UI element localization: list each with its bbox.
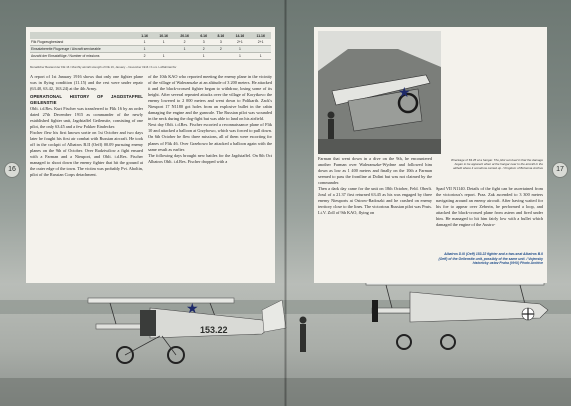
aircraft-strength-table [30, 32, 271, 60]
table-cell: 3 [195, 39, 212, 46]
caption-text: Albatros D.III (Oeff) 153.22 fighter and a two-seat Albatros B.II (Oeff) of the Geilenstie unit, possibly of the same unit. / Vojensky historicky ustav Praha (VHU) Photo Archive [438, 252, 543, 266]
table-cell: 2+1 [250, 39, 271, 46]
hangar-wreck-photo [318, 31, 441, 154]
paragraph: Oblt. i.d.Res. Kurt Fischer was transferred to Flik 16 by an order dated 27th December 1915 as commander of the newly established fighter unit, Jagdstaffel Geilenstie, consisting of one pilot, the only 63.45 and a few Fokker Eindecker. [30, 105, 143, 130]
ground-figures [300, 317, 307, 353]
paragraph: Spad VII N1140. Details of the fight can be ascertained from the victorious's report. Praz. Zak ascended to 3 300 meters navigating around an enemy aircraft. After having waited for his foe to appear over Zeberin, he performed a loop, and attacked the black-crossed plane from astern and fired under him. He managed to hit him fairly low with a bullet which damaged the engine of the Austro- [436, 186, 543, 228]
table-cell: 1 [136, 39, 153, 46]
aircraft-photo-caption [436, 252, 543, 266]
text-column-2 [148, 74, 272, 280]
table-row [30, 53, 271, 60]
table-cell: 1 [153, 53, 174, 60]
aircraft-serial-left: 153.22 [200, 325, 228, 335]
text-column-4 [436, 186, 543, 246]
table-header-cell: 14.16 [229, 32, 250, 39]
page-number-right: 17 [552, 162, 568, 178]
text-column-1 [30, 74, 143, 282]
svg-text:★: ★ [398, 84, 411, 100]
table-cell: 1 [229, 46, 250, 53]
paragraph: Farman that went down in a dive on the 9th, he encountered another Farman over Waleranszke-Wydrne and followed him down as low as 1 400 meters and finally on the 10th a Farman seemed to pass the frontline at Dolini but was not claimed by the commander. [318, 156, 432, 186]
section-heading: OPERATIONAL HISTORY OF JAGDSTAFFEL GEILENSTIE [30, 94, 143, 105]
table-cell [212, 53, 229, 60]
table-cell [174, 53, 195, 60]
photo-caption: Wreckage of 63.45 at a hangar. The pilot survived in that the damage began to be apparent when at the hangar near to the aircraft in the airfield where it somehow carried up. / Kingdom of Bohemia Archive [451, 158, 543, 170]
page-spine [284, 0, 287, 406]
table-footnote: Monatlicher Bestand der Flik 16 / Monthly aircraft strength of Flik 16, January – November 1916 / K.u.k. Luftfahrtarchiv [30, 65, 177, 69]
table-header-cell: 10.16 [153, 32, 174, 39]
paragraph: A report of 1st January 1916 shows that only one fighter plane was in flying condition (11.15) and the rest were under repair (63.40, 63.42, 163.24) at the 4th Army. [30, 74, 143, 92]
svg-text:★: ★ [186, 300, 199, 316]
table-cell: 1 [229, 53, 250, 60]
paragraph: The following days brought new battles for the Jagdstaffel. On 8th Oct Albatros Oblt. i.d.Res. Fischer dropped with a [148, 152, 272, 164]
table-cell: 2 [212, 46, 229, 53]
table-header-cell: 6.16 [195, 32, 212, 39]
table-cell: 1 [136, 46, 153, 53]
row-label: Anzahl der Einsatzflüge / Number of missions [30, 53, 136, 60]
table-row [30, 46, 271, 53]
text-column-3 [318, 156, 432, 278]
page-number-left: 16 [4, 162, 20, 178]
table-cell: 2 [136, 53, 153, 60]
table-header-cell [30, 32, 136, 39]
paragraph: of the 10th KAO who reported meeting the enemy plane in the vicinity of the village of Waleranszke at an altitude of 3 200 meters. He attacked it and the black-crossed fighter began to withdraw, losing some of its height. After several repeated attacks over the village of Korytkovo the enemy lowered to 2 000 meters and went down to Polikarth. Zack's Nieuport 17 N1180 got holes from an explosive bullet in the cabin damaging the engine and the gunwale. The Russian pilot was wounded in the neck during the dog-fight but was able to land on his airfield. [148, 74, 272, 122]
paragraph: Fischer flew his first known sortie on 1st October and two days later he fought his first air combat with Russian aircraft. He took off in the cockpit of Albatros B.II (Oeff) 00.09 pursuing enemy planes on the 9th of October. Over Radziwilow a fight ensued with a Farman and a Nieuport, and Oblt. i.d.Res. Fischer managed to shoot down the enemy fighter that hit the ground at the outer edge of the town. The victim was probably Pvt. Aboltin, pilot of the Russian Corps detachment. [30, 130, 143, 178]
table-cell: 2 [174, 39, 195, 46]
left-biplane [88, 298, 286, 363]
right-biplane [366, 280, 548, 349]
table-cell [153, 46, 174, 53]
paragraph: Next day Oblt. i.d.Res. Fischer escorted a reconnaissance plane of Flik 10 and attacked a balloon at Grzybowo, which was forced to pull down. On 6th October he flew three missions, all of them were escorting for planes of Flik 46. Over Grzebowo he attacked a balloon again with the same result as earlier. [148, 122, 272, 152]
hangar-photo-drawing [318, 31, 441, 154]
table-cell: 2 [195, 46, 212, 53]
table-cell: 1 [250, 53, 271, 60]
table-cell [250, 46, 271, 53]
table-header-cell: 20.16 [174, 32, 195, 39]
table-header-cell: 11.16 [250, 32, 271, 39]
paragraph: Then a dark day came for the unit on 18th October, Feld. Oberlt. Jossl of a 21.37 first returned 63.45 as his was engaged by three enemy Nieuports at Ostrow-Radoszki and he crashed on enemy territory close to the lines. The victorious Russian pilot was Pruts. Lt.V. Zoll of 9th KAO, flying on [318, 186, 432, 216]
table-cell: 3 [212, 39, 229, 46]
table-cell: 1 [153, 39, 174, 46]
row-label: Flik Flugzeugbestand [30, 39, 136, 46]
table-cell: 1 [195, 53, 212, 60]
table-header-row [30, 32, 271, 39]
table-cell: 1 [174, 46, 195, 53]
row-label: Einsatzbereite Flugzeuge / Aircraft serviceable [30, 46, 136, 53]
table-header-cell: 8.16 [212, 32, 229, 39]
table-header-cell: 1.16 [136, 32, 153, 39]
table-cell: 2+1 [229, 39, 250, 46]
